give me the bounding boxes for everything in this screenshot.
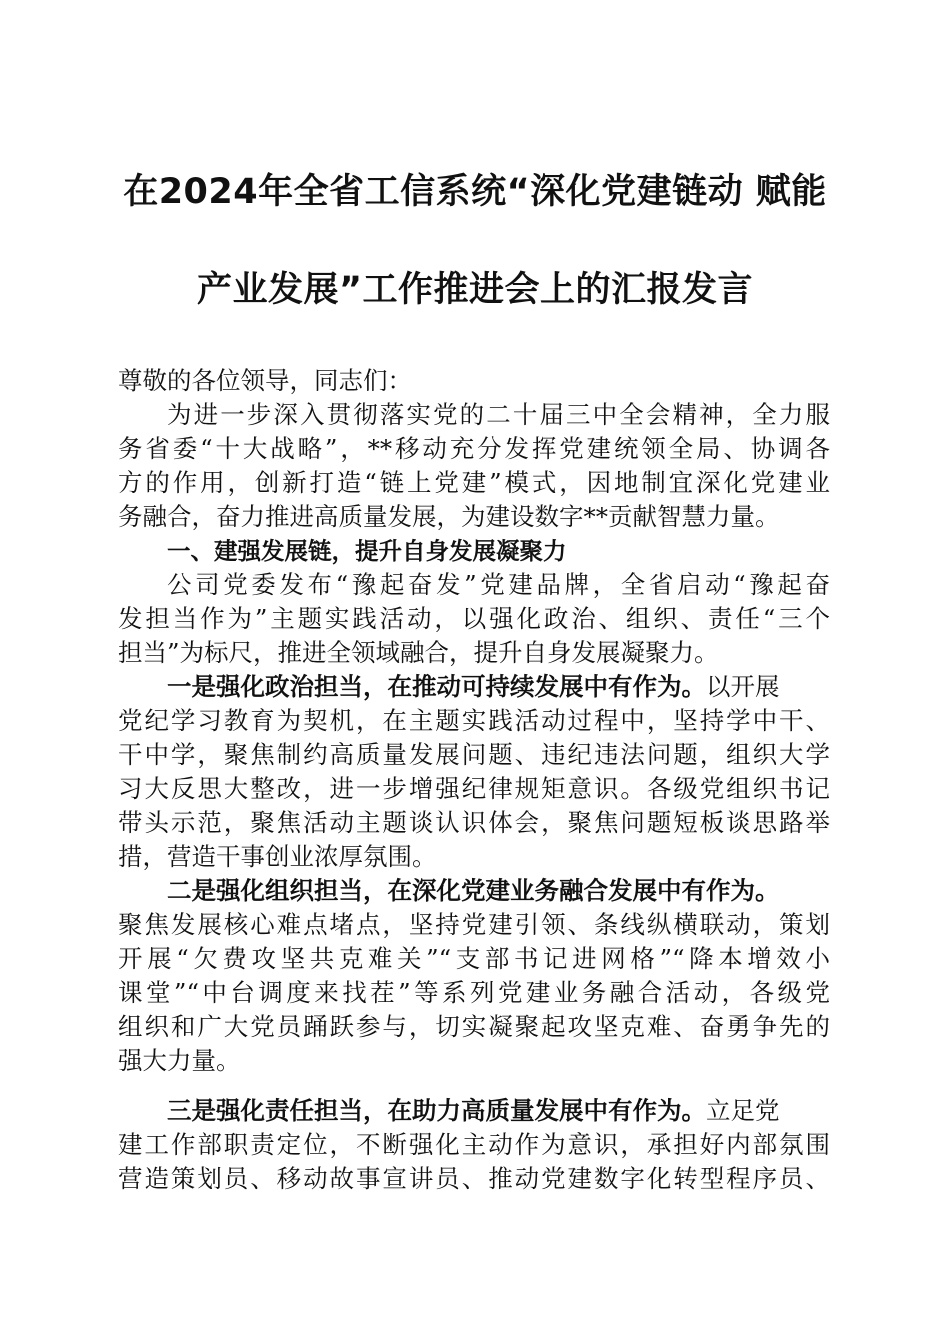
- paragraph-line: 为进一步深入贯彻落实党的二十届三中全会精神，全力服: [167, 400, 830, 429]
- paragraph-line: 组织和广大党员踊跃参与，切实凝聚起攻坚克难、奋勇争先的: [118, 1012, 830, 1041]
- salutation: 尊敬的各位领导，同志们：: [118, 366, 412, 395]
- paragraph-line: 强大力量。: [118, 1046, 241, 1075]
- paragraph-line: 开展“欠费攻坚共克难关”“支部书记进网格”“降本增效小: [118, 944, 830, 973]
- paragraph-line: 发担当作为”主题实践活动，以强化政治、组织、责任“三个: [118, 604, 830, 633]
- document-title-line-1: 在2024年全省工信系统“深化党建链动 赋能: [123, 172, 827, 212]
- paragraph-line: 务省委“十大战略”，**移动充分发挥党建统领全局、协调各: [118, 434, 830, 463]
- subheading-organization: 二是强化组织担当，在深化党建业务融合发展中有作为。: [167, 876, 780, 905]
- paragraph-line: 干中学，聚焦制约高质量发展问题、违纪违法问题，组织大学: [118, 740, 830, 769]
- paragraph-line: 建工作部职责定位，不断强化主动作为意识，承担好内部氛围: [118, 1130, 830, 1159]
- subheading-responsibility: 三是强化责任担当，在助力高质量发展中有作为。: [167, 1096, 706, 1125]
- paragraph-line: 带头示范，聚焦活动主题谈认识体会，聚焦问题短板谈思路举: [118, 808, 830, 837]
- paragraph-text: 立足党: [706, 1096, 780, 1125]
- paragraph-line: 营造策划员、移动故事宣讲员、推动党建数字化转型程序员、: [118, 1164, 830, 1193]
- paragraph-line: 课堂”“中台调度来找茬”等系列党建业务融合活动，各级党: [118, 978, 830, 1007]
- paragraph-line-with-lead: [167, 670, 830, 704]
- paragraph-line: 务融合，奋力推进高质量发展，为建设数字**贡献智慧力量。: [118, 502, 780, 531]
- paragraph-line: 公司党委发布“豫起奋发”党建品牌，全省启动“豫起奋: [167, 570, 830, 599]
- paragraph-line: 党纪学习教育为契机，在主题实践活动过程中，坚持学中干、: [118, 706, 830, 735]
- document-title-line-2: 产业发展”工作推进会上的汇报发言: [196, 270, 753, 310]
- paragraph-line: 方的作用，创新打造“链上党建”模式，因地制宜深化党建业: [118, 468, 830, 497]
- paragraph-line: 措，营造干事创业浓厚氛围。: [118, 842, 437, 871]
- paragraph-line: 担当”为标尺，推进全领域融合，提升自身发展凝聚力。: [118, 638, 719, 667]
- paragraph-line: 习大反思大整改，进一步增强纪律规矩意识。各级党组织书记: [118, 774, 830, 803]
- paragraph-line-with-lead: [167, 1094, 830, 1128]
- subheading-political: 一是强化政治担当，在推动可持续发展中有作为。: [167, 672, 706, 701]
- paragraph-text: 以开展: [706, 672, 780, 701]
- paragraph-line: 聚焦发展核心难点堵点，坚持党建引领、条线纵横联动，策划: [118, 910, 830, 939]
- section-heading-1: 一、建强发展链，提升自身发展凝聚力: [167, 537, 567, 565]
